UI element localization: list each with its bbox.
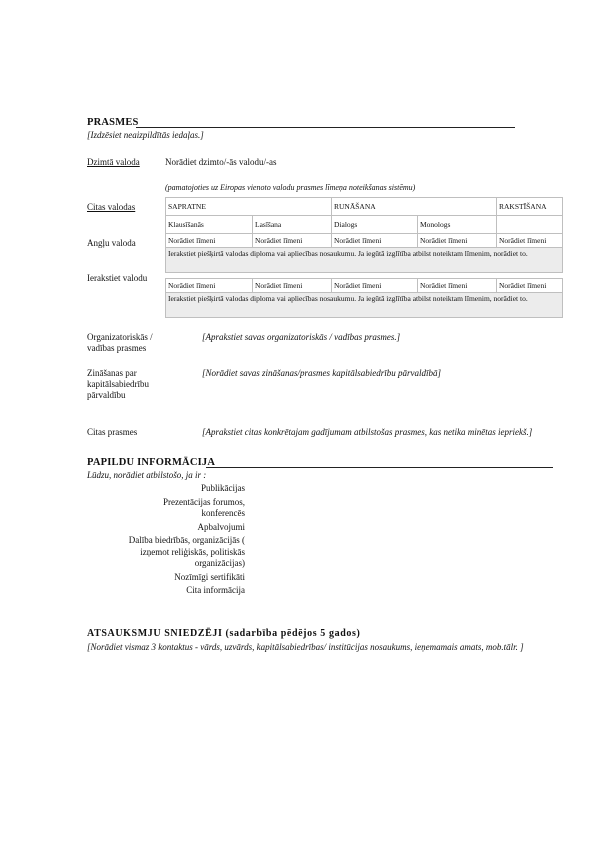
table-note-row — [166, 293, 563, 318]
language-name-english: Angļu valoda — [87, 238, 136, 248]
header-speaking: RUNĀŠANA — [332, 198, 497, 216]
subheader-listening: Klausīšanās — [166, 216, 253, 234]
header-understanding: SAPRATNE — [166, 198, 332, 216]
language-name-other: Ierakstiet valodu — [87, 273, 148, 283]
language-note[interactable]: Ierakstiet piešķirtā valodas diploma vai apliecības nosaukumu. Ja iegūtā izglītība atbilst noteiktam līmenim, norādiet to. — [166, 293, 563, 318]
level-cell[interactable]: Norādiet līmeni — [418, 279, 497, 293]
additional-section-title — [87, 457, 215, 468]
skills-hint: [Izdzēsiet neaizpildītās iedaļas.] — [87, 130, 204, 140]
level-cell[interactable]: Norādiet līmeni — [166, 234, 253, 248]
org-skills-label: Organizatoriskās / vadības prasmes — [87, 332, 153, 353]
level-cell[interactable]: Norādiet līmeni — [332, 279, 418, 293]
skills-title-rule — [136, 127, 515, 128]
language-note[interactable]: Ierakstiet piešķirtā valodas diploma vai apliecības nosaukumu. Ja iegūtā izglītība atbilst noteiktam līmenim, norādiet to. — [166, 248, 563, 273]
capital-management-value[interactable]: [Norādiet savas zināšanas/prasmes kapitālsabiedrību pārvaldībā] — [202, 368, 442, 378]
subheader-writing-empty — [497, 216, 563, 234]
additional-hint: Lūdzu, norādiet atbilstošo, ja ir : — [87, 470, 207, 480]
org-skills-value[interactable]: [Aprakstiet savas organizatoriskās / vadības prasmes.] — [202, 332, 401, 342]
other-skills-value[interactable]: [Aprakstiet citas konkrētajam gadījumam atbilstošas prasmes, kas netika minētas iepriekš.] — [202, 427, 533, 437]
languages-table — [165, 197, 563, 318]
subheader-monolog: Monologs — [418, 216, 497, 234]
level-cell[interactable]: Norādiet līmeni — [253, 279, 332, 293]
other-languages-label: Citas valodas — [87, 202, 136, 212]
additional-title-text: PAPILDU INFORMĀCIJA — [87, 457, 216, 468]
references-hint: [Norādiet vismaz 3 kontaktus - vārds, uzvārds, kapitālsabiedrības/ institūcijas nosaukums, ieņemamais amats, mob.tālr. ] — [87, 642, 524, 652]
table-row — [166, 234, 563, 248]
cefr-note: (pamatojoties uz Eiropas vienoto valodu prasmes līmeņa noteikšanas sistēmu) — [165, 183, 416, 192]
other-skills-label: Citas prasmes — [87, 427, 138, 437]
table-row — [166, 279, 563, 293]
list-item: Prezentācijas forumos, konferencēs — [163, 496, 245, 518]
list-item: Publikācijas — [201, 483, 245, 493]
table-subheader-row — [166, 216, 563, 234]
list-item: Apbalvojumi — [197, 521, 245, 532]
level-cell[interactable]: Norādiet līmeni — [253, 234, 332, 248]
native-language-label: Dzimtā valoda — [87, 157, 140, 167]
skills-section-title — [87, 117, 139, 128]
list-item: Nozīmīgi sertifikāti — [174, 571, 245, 582]
native-language-value[interactable]: Norādiet dzimto/-ās valodu/-as — [165, 157, 277, 167]
header-writing: RAKSTĪŠANA — [497, 198, 563, 216]
subheader-reading: Lasīšana — [253, 216, 332, 234]
table-header-row — [166, 198, 563, 216]
additional-items-list — [80, 483, 245, 597]
capital-management-label: Zināšanas par kapitālsabiedrību pārvaldību — [87, 368, 149, 400]
level-cell[interactable]: Norādiet līmeni — [497, 279, 563, 293]
table-note-row — [166, 248, 563, 273]
level-cell[interactable]: Norādiet līmeni — [497, 234, 563, 248]
skills-title-text: PRASMES — [87, 117, 139, 128]
references-section-title: ATSAUKSMJU SNIEDZĒJI (sadarbība pēdējos 5 gados) — [87, 628, 361, 639]
level-cell[interactable]: Norādiet līmeni — [418, 234, 497, 248]
additional-title-rule — [206, 467, 553, 468]
level-cell[interactable]: Norādiet līmeni — [332, 234, 418, 248]
subheader-dialog: Dialogs — [332, 216, 418, 234]
list-item: Cita informācija — [186, 585, 245, 595]
list-item: Dalība biedrībās, organizācijās ( izņemot reliģiskās, politiskās organizācijas) — [128, 535, 245, 568]
level-cell[interactable]: Norādiet līmeni — [166, 279, 253, 293]
